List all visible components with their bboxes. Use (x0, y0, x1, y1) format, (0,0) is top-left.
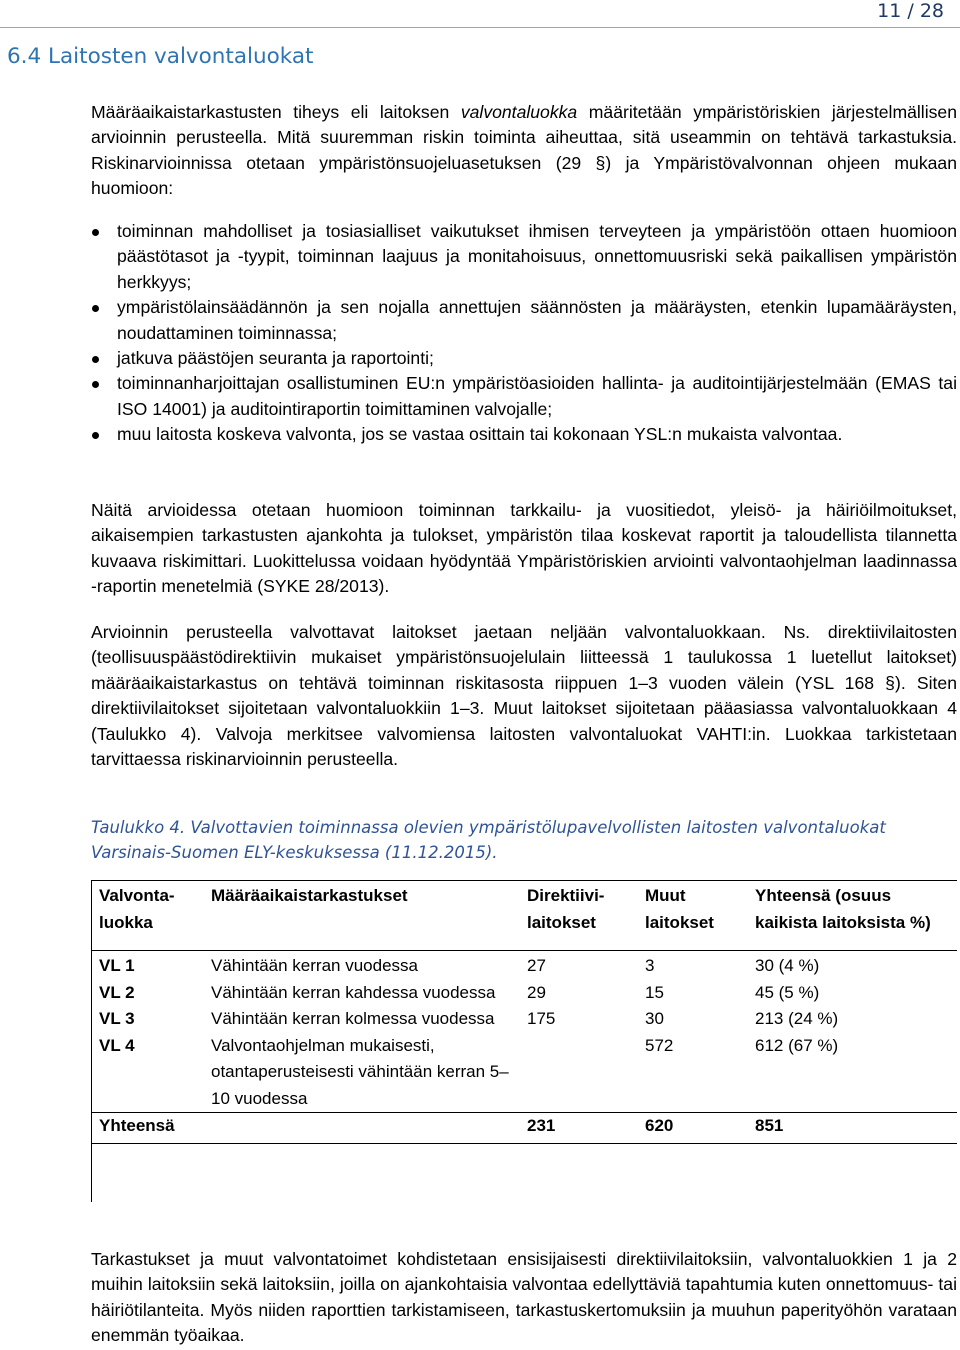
paragraph-classes: Arvioinnin perusteella valvottavat laitokset jaetaan neljään valvontaluokkaan. Ns. direktiivilaitosten (teollisuuspäästödirektiivin mukaiset ympäristönsuojelulain liitteessä 1 taulukossa 1 luetellut laitokset) määräaikaistarkastus on tehtävä toiminnan riskitasosta riippuen 1–3 vuoden välein (YSL 168 §). Siten direktiivilaitokset sijoitetaan valvontaluokkiin 1–3. Muut laitokset sijoitetaan pääasiassa valvontaluokkaan 4 (Taulukko 4). Valvoja merkitsee valvomiensa laitosten valvontaluokat VAHTI:in. Luokkaa tarkistetaan tarvittaessa riskinarvioinnin perusteella. (91, 622, 957, 770)
cell-directive: 29 (527, 982, 546, 1002)
table-caption: Taulukko 4. Valvottavien toiminnassa olevien ympäristölupavelvollisten laitosten valvontaluokat Varsinais-Suomen ELY-keskuksessa (11.12.2015). (91, 818, 886, 862)
header-inspections: Määräaikaistarkastukset (211, 886, 408, 905)
paragraph-assessment: Näitä arvioidessa otetaan huomioon toiminnan tarkkailu- ja vuositiedot, yleisö- ja häiriöilmoitukset, aikaisempien tarkastusten ajankohta ja tulokset, ympäristön tilaa koskevat raportit ja taloudellista tilannetta kuvaava riskimittari. Luokittelussa voidaan hyödyntää Ympäristöriskien arviointi valvontaohjelman laadinnassa -raportin menetelmiä (SYKE 28/2013). (91, 500, 957, 597)
table-row (91, 1033, 957, 1113)
criteria-list (91, 219, 957, 448)
cell-other: 572 (645, 1035, 674, 1055)
header-divider (0, 27, 960, 28)
list-item: toiminnan mahdolliset ja tosiasialliset vaikutukset ihmisen terveyteen ja ympäristöön ottaen huomioon päästötasot ja -tyypit, toiminnan laajuus ja monitahoisuus, onnettomuusriski sekä paikallisen ympäristön herkkyys; (91, 219, 957, 295)
cell-class: VL 2 (99, 982, 135, 1002)
cell-inspections: Vähintään kerran kahdessa vuodessa (211, 982, 496, 1002)
intro-text-start: Määräaikaistarkastusten tiheys eli laitoksen (91, 102, 461, 122)
cell-inspections: Valvontaohjelman mukaisesti, otantaperusteisesti vähintään kerran 5–10 vuodessa (211, 1035, 509, 1108)
paragraph-targeting: Tarkastukset ja muut valvontatoimet kohdistetaan ensisijaisesti direktiivilaitoksiin, valvontaluokkien 1 ja 2 muihin laitoksiin sekä laitoksiin, joilla on ajankohtaisia valvontaa edellyttäviä tapahtumia kuten onnettomuus- tai häiriötilanteita. Myös niiden raporttien tarkistamiseen, tarkastuskertomuksiin ja muuhun paperityöhön varataan enemmän työaikaa. (91, 1249, 957, 1346)
table-row (91, 951, 957, 980)
cell-total: 45 (5 %) (755, 982, 820, 1002)
cell-directive (519, 1033, 637, 1113)
intro-italic-term: valvontaluokka (460, 102, 578, 122)
cell-class: VL 1 (99, 956, 135, 975)
list-item: ympäristölainsäädännön ja sen nojalla annettujen säännösten ja määräysten, etenkin lupamääräysten, noudattaminen toiminnassa; (91, 295, 957, 346)
total-other: 620 (637, 1113, 747, 1144)
header-directive: Direktiivi-laitokset (527, 886, 605, 932)
list-item: toiminnanharjoittajan osallistuminen EU:n ympäristöasioiden hallinta- ja auditointijärjestelmään (EMAS tai ISO 14001) ja auditointiraportin toimittaminen valvojalle; (91, 371, 957, 422)
cell-class: VL 3 (99, 1009, 135, 1028)
page-number: 11 / 28 (877, 0, 944, 22)
section-title: 6.4 Laitosten valvontaluokat (7, 44, 314, 69)
list-item: jatkuva päästöjen seuranta ja raportointi; (91, 346, 957, 371)
table-total-row (91, 1113, 957, 1144)
table-row (91, 1006, 957, 1033)
cell-total: 213 (24 %) (755, 1009, 839, 1028)
table-row (91, 980, 957, 1007)
list-item: muu laitosta koskeva valvonta, jos se vastaa osittain tai kokonaan YSL:n mukaista valvontaa. (91, 422, 957, 447)
total-label: Yhteensä (91, 1113, 203, 1144)
table-header-row (91, 881, 957, 951)
total-directive: 231 (519, 1113, 637, 1144)
total-inspections (203, 1113, 519, 1144)
cell-total: 30 (4 %) (755, 956, 820, 975)
cell-directive: 175 (527, 1009, 556, 1028)
cell-other: 3 (645, 956, 655, 975)
paragraph-intro (91, 100, 957, 202)
header-class: Valvonta-luokka (99, 886, 175, 932)
cell-other: 15 (645, 982, 664, 1002)
cell-directive: 27 (527, 956, 546, 975)
supervision-class-table (91, 880, 957, 1144)
header-other: Muut laitokset (645, 886, 714, 932)
cell-class: VL 4 (99, 1035, 135, 1055)
cell-other: 30 (645, 1009, 664, 1028)
header-total: Yhteensä (osuus kaikista laitoksista %) (755, 886, 931, 932)
intro-text-end: määritetään ympäristöriskien järjestelmällisen arvioinnin perusteella. Mitä suuremman riskin toiminta aiheuttaa, sitä useammin on tehtävä tarkastuksia. Riskinarvioinnissa otetaan ympäristönsuojeluasetuksen (29 §) ja Ympäristövalvonnan ohjeen mukaan huomioon: (91, 102, 957, 199)
cell-inspections: Vähintään kerran kolmessa vuodessa (211, 1009, 495, 1028)
cell-inspections: Vähintään kerran vuodessa (211, 956, 418, 975)
total-all: 851 (747, 1113, 957, 1144)
cell-total: 612 (67 %) (755, 1035, 839, 1055)
